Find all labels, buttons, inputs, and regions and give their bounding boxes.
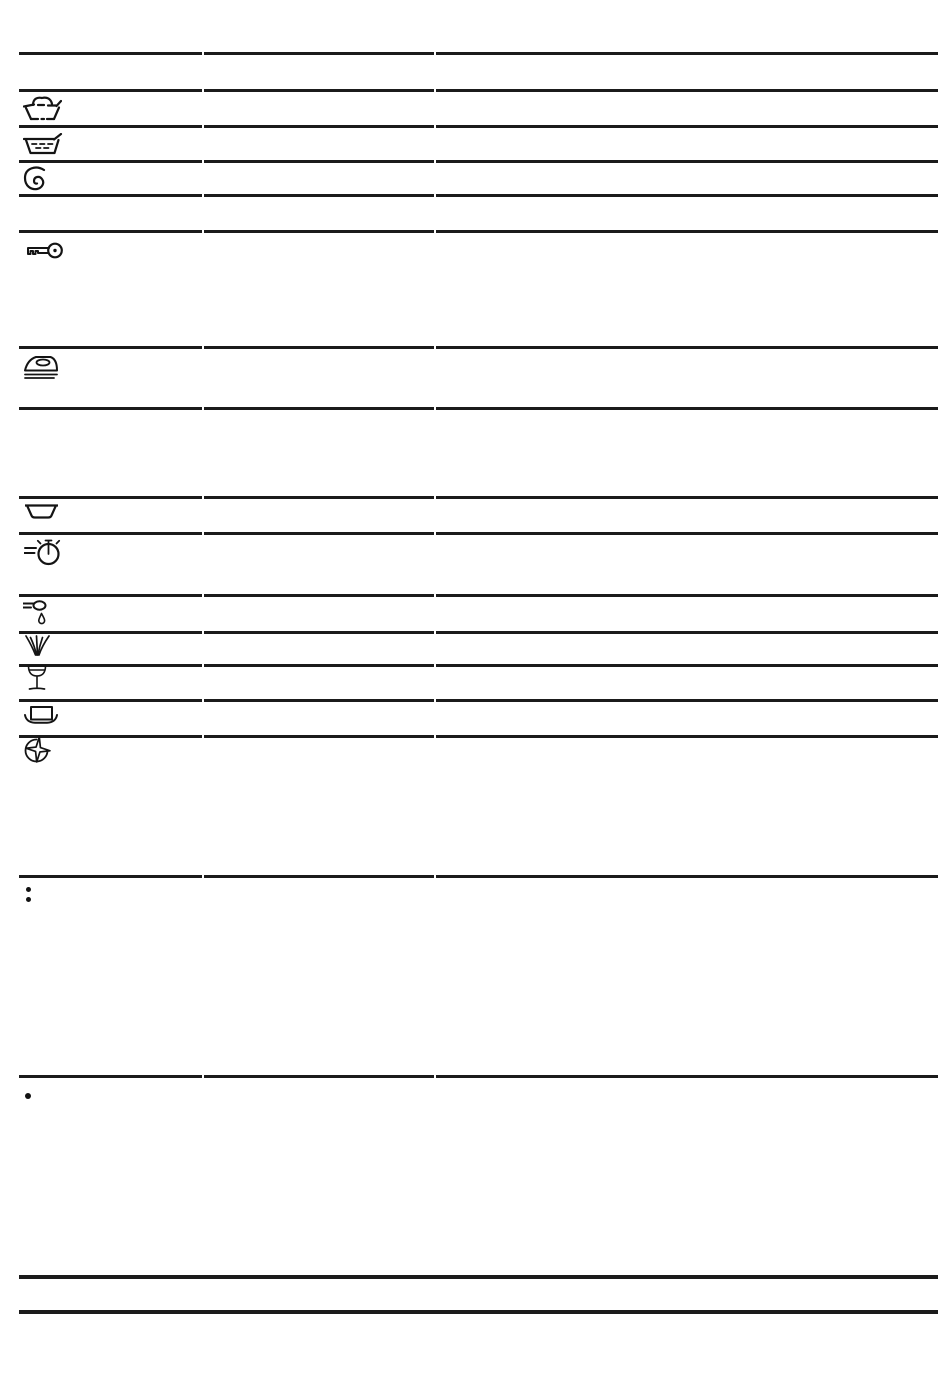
bullet-marker: [25, 1093, 31, 1099]
table-rule: [204, 407, 434, 410]
table-rule: [436, 875, 938, 878]
table-rule: [204, 89, 434, 92]
table-rule: [436, 52, 938, 55]
table-rule: [204, 194, 434, 197]
table-rule: [19, 496, 202, 499]
table-rule: [436, 230, 938, 233]
table-rule: [436, 407, 938, 410]
table-rule: [19, 594, 202, 597]
table-rule: [436, 89, 938, 92]
dry-flat-icon: [24, 706, 58, 726]
table-rule: [19, 875, 202, 878]
wine-glass-icon: [27, 665, 47, 691]
table-rule: [19, 125, 202, 128]
soak-tub-icon: [23, 133, 63, 155]
table-rule: [436, 194, 938, 197]
iron-icon: [24, 352, 58, 379]
tap-drip-icon: [23, 599, 50, 626]
table-rule: [19, 52, 202, 55]
table-rule: [204, 631, 434, 634]
table-rule: [204, 496, 434, 499]
table-rule: [204, 1075, 434, 1078]
table-rule: [436, 532, 938, 535]
table-rule: [19, 407, 202, 410]
table-rule: [204, 230, 434, 233]
table-rule: [19, 1310, 938, 1314]
table-rule: [204, 52, 434, 55]
table-rule: [19, 1275, 938, 1279]
table-rule: [436, 496, 938, 499]
table-rule: [19, 230, 202, 233]
table-rule: [204, 532, 434, 535]
table-rule: [204, 735, 434, 738]
table-rule: [204, 664, 434, 667]
table-rule: [19, 346, 202, 349]
table-rule: [19, 160, 202, 163]
stopwatch-speed-icon: [24, 535, 61, 566]
table-rule: [436, 346, 938, 349]
table-rule: [19, 699, 202, 702]
table-rule: [436, 160, 938, 163]
table-rule: [19, 631, 202, 634]
table-rule: [436, 125, 938, 128]
hand-wash-tub-icon: [23, 95, 62, 121]
grass-icon: [25, 635, 50, 656]
tub-icon: [25, 504, 58, 519]
bullet-marker: [26, 897, 31, 902]
table-rule: [436, 631, 938, 634]
table-rule: [19, 194, 202, 197]
bullet-marker: [26, 887, 31, 892]
table-rule: [436, 594, 938, 597]
table-rule: [436, 1075, 938, 1078]
table-rule: [204, 699, 434, 702]
table-rule: [204, 160, 434, 163]
table-rule: [204, 875, 434, 878]
sparkle-circle-icon: [23, 735, 52, 765]
table-rule: [204, 125, 434, 128]
key-icon: [25, 242, 63, 259]
table-rule: [19, 1075, 202, 1078]
table-rule: [204, 594, 434, 597]
table-rule: [436, 699, 938, 702]
table-rule: [204, 346, 434, 349]
table-rule: [436, 664, 938, 667]
spin-spiral-icon: [23, 166, 47, 191]
table-rule: [436, 735, 938, 738]
table-rule: [19, 89, 202, 92]
